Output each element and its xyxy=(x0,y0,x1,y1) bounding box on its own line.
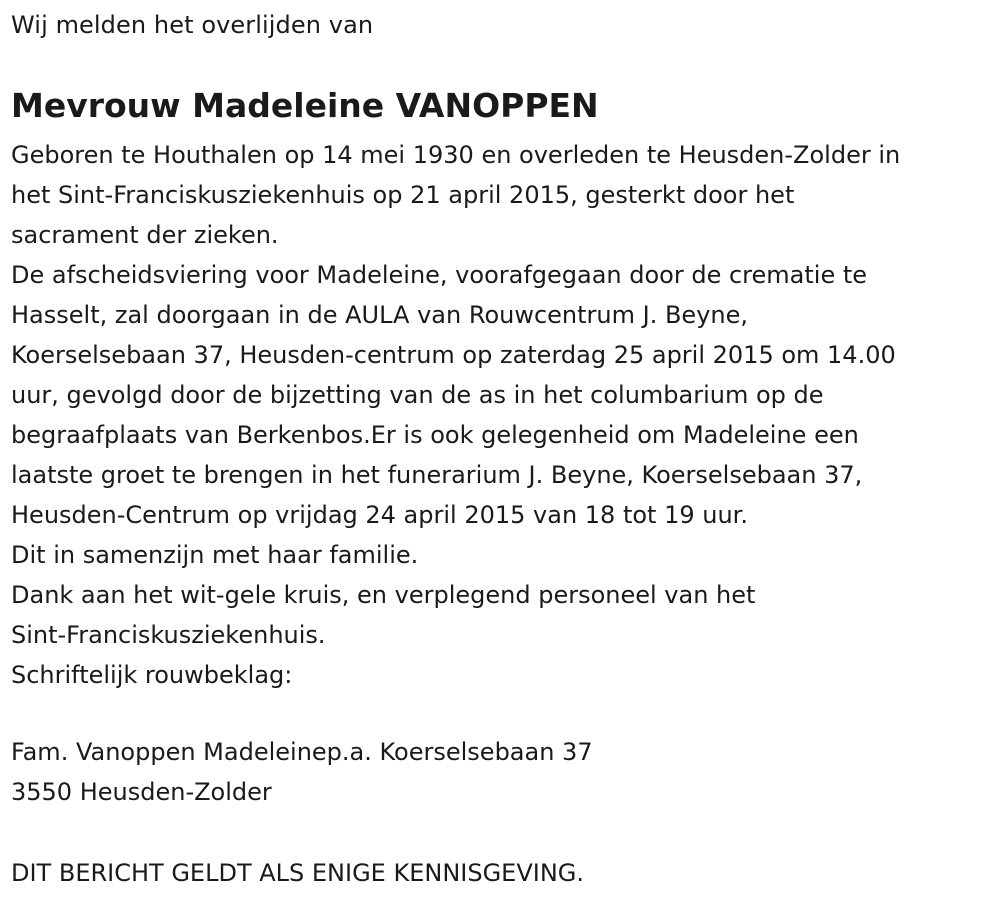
body-line: het Sint-Franciskusziekenhuis op 21 april 2015, gesterkt door het xyxy=(11,181,795,209)
body-line: De afscheidsviering voor Madeleine, voorafgegaan door de crematie te xyxy=(11,261,868,289)
body-line: Heusden-Centrum op vrijdag 24 april 2015 van 18 tot 19 uur. xyxy=(11,501,748,529)
body-line: sacrament der zieken. xyxy=(11,221,279,249)
body-line: Hasselt, zal doorgaan in de AULA van Rouwcentrum J. Beyne, xyxy=(11,301,749,329)
address-line: 3550 Heusden-Zolder xyxy=(11,778,272,806)
body-line: Geboren te Houthalen op 14 mei 1930 en overleden te Heusden-Zolder in xyxy=(11,141,901,169)
body-line: uur, gevolgd door de bijzetting van de as in het columbarium op de xyxy=(11,381,824,409)
body-line: Dank aan het wit-gele kruis, en verplegend personeel van het xyxy=(11,581,756,609)
body-line: Sint-Franciskusziekenhuis. xyxy=(11,621,326,649)
body-line: begraafplaats van Berkenbos.Er is ook gelegenheid om Madeleine een xyxy=(11,421,859,449)
obituary-body xyxy=(11,135,900,695)
body-line: Dit in samenzijn met haar familie. xyxy=(11,541,419,569)
condolence-address xyxy=(11,732,593,812)
intro-text: Wij melden het overlijden van xyxy=(11,11,374,39)
address-line: Fam. Vanoppen Madeleinep.a. Koerselsebaan 37 xyxy=(11,738,593,766)
deceased-name-heading: Mevrouw Madeleine VANOPPEN xyxy=(11,86,599,125)
body-line: Koerselsebaan 37, Heusden-centrum op zaterdag 25 april 2015 om 14.00 xyxy=(11,341,896,369)
body-line: laatste groet te brengen in het funerarium J. Beyne, Koerselsebaan 37, xyxy=(11,461,863,489)
body-line: Schriftelijk rouwbeklag: xyxy=(11,661,293,689)
closing-notice: DIT BERICHT GELDT ALS ENIGE KENNISGEVING. xyxy=(11,859,585,887)
